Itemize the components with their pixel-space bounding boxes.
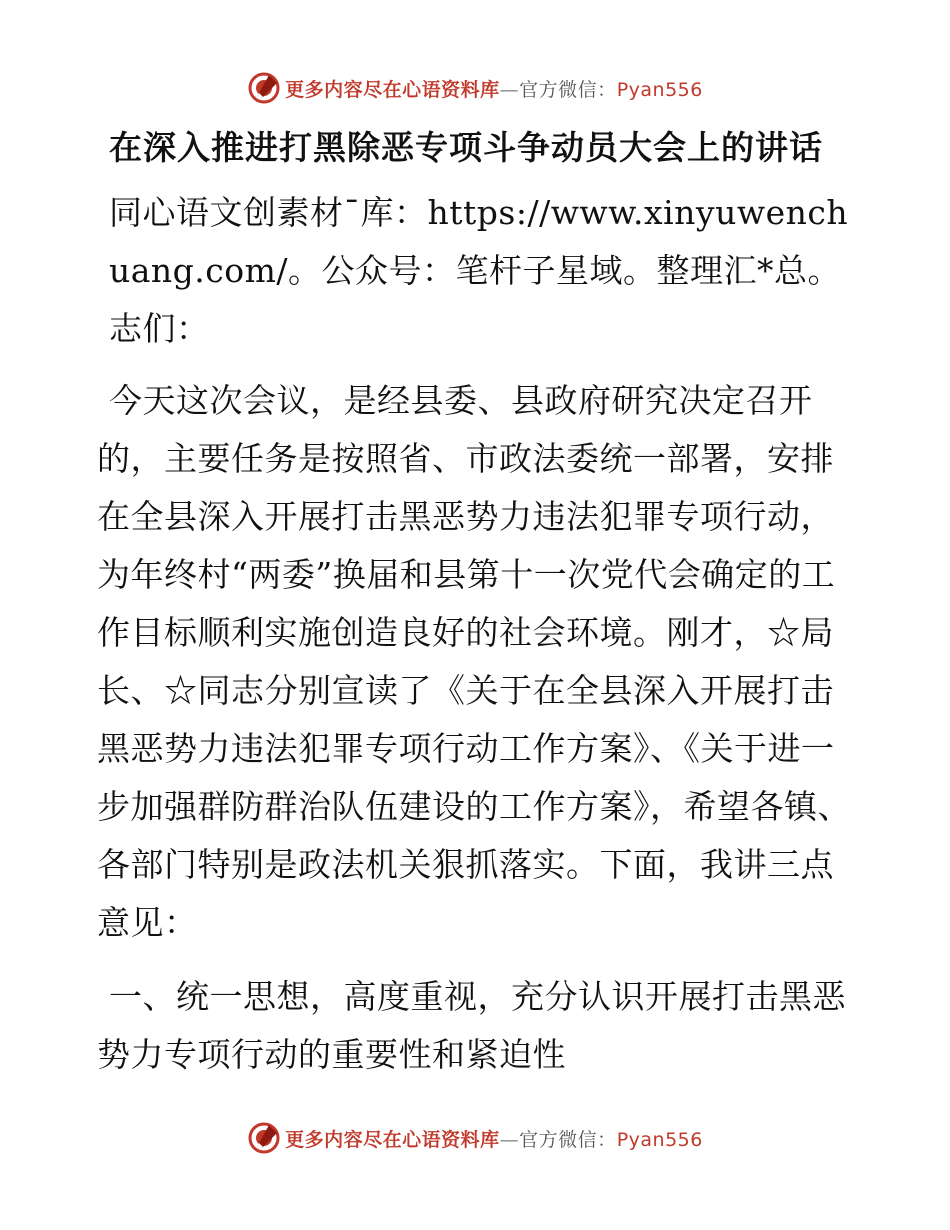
document-body — [97, 124, 857, 1084]
red-pen-circle-logo-icon — [247, 1121, 281, 1155]
body-paragraph: 今天这次会议，是经县委、县政府研究决定召开的，主要任务是按照省、市政法委统一部署，安排在全县深入开展打击黑恶势力违法犯罪专项行动，为年终村“两委”换届和县第十一次党代会确定的工作目标顺利实施创造良好的社会环境。刚才，☆局长、☆同志分别宣读了《关于在全县深入开展打击黑恶势力违法犯罪专项行动工作方案》、《关于进一步加强群防群治队伍建设的工作方案》，希望各镇、各部门特别是政法机关狠抓落实。下面，我讲三点意见： — [97, 381, 851, 942]
watermark-banner-bottom — [0, 1118, 950, 1158]
watermark-text — [285, 1125, 703, 1152]
watermark-banner-top — [0, 68, 950, 108]
watermark-separator: — — [499, 1128, 520, 1151]
watermark-separator: — — [499, 78, 520, 101]
watermark-wechat-label: 官方微信： — [519, 78, 617, 101]
watermark-wechat-id: Pyan556 — [616, 78, 703, 101]
watermark-brand: 更多内容尽在心语资料库 — [285, 1128, 500, 1151]
watermark-wechat-id: Pyan556 — [616, 1128, 703, 1151]
source-line: 同心语文创素材¯库：https://www.xinyuwenchuang.com/。公众号：笔杆子星域。整理汇*总。志们： — [109, 193, 849, 348]
document-title: 在深入推进打黑除恶专项斗争动员大会上的讲话 — [109, 128, 823, 167]
watermark-wechat-label: 官方微信： — [519, 1128, 617, 1151]
section-heading: 一、统一思想，高度重视，充分认识开展打击黑恶势力专项行动的重要性和紧迫性 — [97, 977, 846, 1074]
watermark-text — [285, 75, 703, 102]
watermark-brand: 更多内容尽在心语资料库 — [285, 78, 500, 101]
red-pen-circle-logo-icon — [247, 71, 281, 105]
